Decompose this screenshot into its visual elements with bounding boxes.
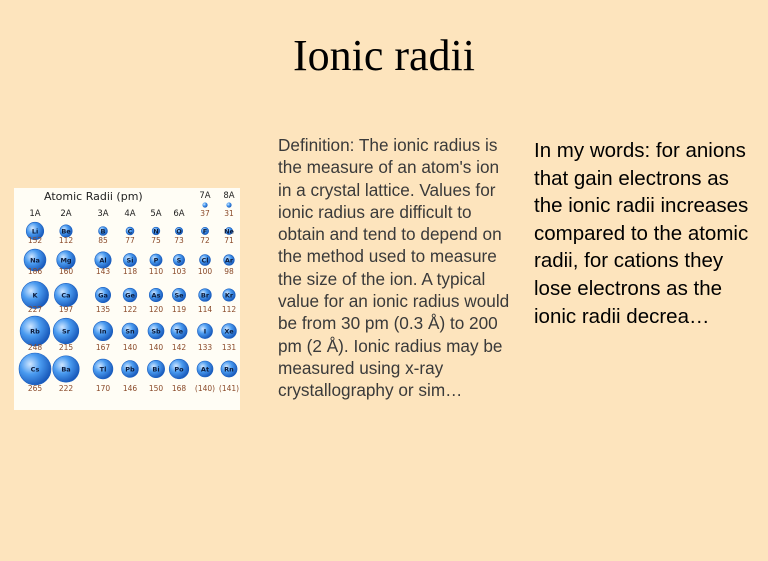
- atom-symbol-f: F: [202, 227, 208, 236]
- atom-radius-f: 72: [200, 236, 210, 245]
- atom-symbol-ga: Ga: [98, 291, 108, 300]
- atom-symbol-ge: Ge: [125, 291, 135, 300]
- atom-radius-se: 119: [171, 305, 187, 314]
- atom-symbol-at: At: [200, 365, 210, 374]
- atom-radius-top: 31: [224, 209, 234, 218]
- atom-radius-c: 77: [125, 236, 135, 245]
- group-label-4a: 4A: [124, 209, 136, 219]
- atom-radius-ga: 135: [95, 305, 111, 314]
- atom-symbol-sn: Sn: [125, 327, 135, 336]
- atom-symbol-po: Po: [174, 365, 184, 374]
- atom-radius-o: 73: [174, 236, 184, 245]
- atom-symbol-sr: Sr: [62, 327, 70, 336]
- atom-symbol-ca: Ca: [61, 291, 71, 300]
- atom-symbol-se: Se: [174, 291, 184, 300]
- atom-symbol-mg: Mg: [60, 256, 72, 265]
- atom-radius-br: 114: [197, 305, 213, 314]
- atom-radius-b: 85: [98, 236, 108, 245]
- atom-radius-pb: 146: [122, 384, 138, 393]
- group-label-6a: 6A: [173, 209, 185, 219]
- atomic-radii-figure: [14, 188, 240, 410]
- atom-symbol-rb: Rb: [30, 327, 40, 336]
- atom-symbol-k: K: [32, 291, 38, 300]
- atom-radius-sn: 140: [122, 343, 138, 352]
- atom-symbol-cs: Cs: [30, 365, 40, 374]
- atom-radius-xe: 131: [221, 343, 237, 352]
- group-label-7a: 7A: [199, 191, 211, 201]
- atom-symbol-ba: Ba: [61, 365, 71, 374]
- group-label-3a: 3A: [97, 209, 109, 219]
- atom-symbol-as: As: [151, 291, 161, 300]
- atom-radius-ne: 71: [224, 236, 234, 245]
- atom-radius-n: 75: [151, 236, 161, 245]
- atom-radius-k: 227: [27, 305, 43, 314]
- atom-symbol-al: Al: [99, 256, 107, 265]
- atomic-radii-chart: [14, 188, 240, 410]
- atom-radius-i: 133: [197, 343, 213, 352]
- atom-symbol-rn: Rn: [224, 365, 234, 374]
- atom-symbol-s: S: [176, 256, 182, 265]
- atom-symbol-o: O: [176, 227, 182, 236]
- group-label-5a: 5A: [150, 209, 162, 219]
- atom-radius-ar: 98: [224, 267, 234, 276]
- atom-radius-na: 186: [27, 267, 43, 276]
- atom-symbol-bi: Bi: [152, 365, 160, 374]
- atom-radius-ba: 222: [58, 384, 74, 393]
- atom-symbol-kr: Kr: [224, 291, 234, 300]
- atom-radius-rb: 248: [27, 343, 43, 352]
- atom-radius-li: 152: [27, 236, 43, 245]
- group-label-8a: 8A: [223, 191, 235, 201]
- atom-symbol-c: C: [127, 227, 133, 236]
- atom-symbol-pb: Pb: [125, 365, 135, 374]
- figure-title: Atomic Radii (pm): [44, 190, 143, 203]
- atom-radius-p: 110: [148, 267, 164, 276]
- atom-symbol-be: Be: [61, 227, 71, 236]
- atom-radius-cl: 100: [197, 267, 213, 276]
- atom-radius-te: 142: [171, 343, 187, 352]
- atom-symbol-xe: Xe: [224, 327, 234, 336]
- atom-radius-top: 37: [200, 209, 210, 218]
- atom-radius-in: 167: [95, 343, 111, 352]
- atom-radius-as: 120: [148, 305, 164, 314]
- atom-radius-si: 118: [122, 267, 138, 276]
- atom-radius-s: 103: [171, 267, 187, 276]
- atom-symbol-sb: Sb: [151, 327, 161, 336]
- atom-radius-sr: 215: [58, 343, 74, 352]
- atom-radius-al: 143: [95, 267, 111, 276]
- definition-text: Definition: The ionic radius is the measure of an atom's ion in a crystal lattice. Values for ionic radius are difficult to obtain and tend to depend on the method used to measure the size of the ion. A typical value for an ionic radius would be from 30 pm (0.3 Å) to 200 pm (2 Å). Ionic radius may be measured using x-ray crystallography or sim…: [278, 135, 510, 401]
- my-words-text: In my words: for anions that gain electrons as the ionic radii increases compared to the atomic radii, for cations they lose electrons as the ionic radii decrea…: [534, 139, 749, 328]
- atom-radius-cs: 265: [27, 384, 43, 393]
- atom-symbol-ar: Ar: [224, 256, 234, 265]
- atom-symbol-in: In: [99, 327, 107, 336]
- atom-symbol-na: Na: [30, 256, 40, 265]
- atom-symbol-n: N: [153, 227, 159, 236]
- slide-title: Ionic radii: [292, 31, 476, 80]
- group-label-1a: 1A: [29, 209, 41, 219]
- atom-radius-mg: 160: [58, 267, 74, 276]
- atom-radius-be: 112: [58, 236, 74, 245]
- atom-symbol-cl: Cl: [201, 256, 209, 265]
- atom-radius-po: 168: [171, 384, 187, 393]
- atom-symbol-p: P: [153, 256, 159, 265]
- atom-radius-ca: 197: [58, 305, 74, 314]
- atom-symbol-tl: Tl: [99, 365, 107, 374]
- atom-symbol-li: Li: [31, 227, 39, 236]
- atom-radius-sb: 140: [148, 343, 164, 352]
- atom-symbol-b: B: [100, 227, 106, 236]
- atom-radius-tl: 170: [95, 384, 111, 393]
- atom-sphere-top: [202, 202, 207, 207]
- atom-symbol-te: Te: [175, 327, 183, 336]
- atom-symbol-i: I: [203, 327, 207, 336]
- group-label-2a: 2A: [60, 209, 72, 219]
- atom-radius-kr: 112: [221, 305, 237, 314]
- atom-sphere-top: [226, 202, 231, 207]
- atom-symbol-br: Br: [200, 291, 210, 300]
- atom-symbol-ne: Ne: [224, 227, 234, 236]
- atom-radius-ge: 122: [122, 305, 138, 314]
- atom-symbol-si: Si: [126, 256, 134, 265]
- atom-radius-at: (140): [194, 384, 216, 393]
- atom-radius-bi: 150: [148, 384, 164, 393]
- atom-radius-rn: (141): [218, 384, 240, 393]
